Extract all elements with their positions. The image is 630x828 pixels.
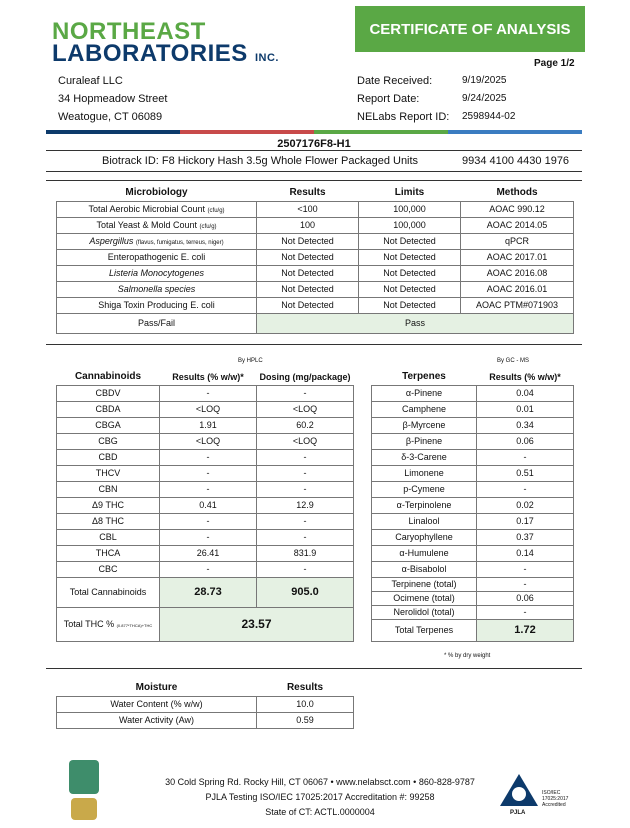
micro-header-results: Results <box>289 187 326 199</box>
micro-header-methods: Methods <box>496 187 538 199</box>
terpene-result: 0.02 <box>477 497 574 513</box>
cannabinoid-result: 1.91 <box>160 417 257 433</box>
terp-header-name: Terpenes <box>402 371 446 383</box>
cannabinoid-name: CBDA <box>57 401 160 417</box>
cannabinoid-name: CBDV <box>57 385 160 401</box>
micro-limit: Not Detected <box>359 265 461 281</box>
micro-header-name: Microbiology <box>125 187 188 199</box>
table-row <box>57 465 354 481</box>
cannabinoid-result: - <box>160 449 257 465</box>
cannabinoid-name: CBN <box>57 481 160 497</box>
table-row <box>372 401 574 417</box>
footer-accreditation: PJLA Testing ISO/IEC 17025:2017 Accreditation #: 99258 <box>205 792 435 802</box>
table-row <box>372 417 574 433</box>
cannabinoid-name: CBL <box>57 529 160 545</box>
total-terpenes-value: 1.72 <box>477 619 574 641</box>
table-row <box>57 417 354 433</box>
terpene-result: 0.17 <box>477 513 574 529</box>
cannabinoid-name: Δ8 THC <box>57 513 160 529</box>
cannabinoid-result: - <box>160 465 257 481</box>
total-cannabinoids-label: Total Cannabinoids <box>57 577 160 607</box>
total-terpenes-row <box>372 619 574 641</box>
micro-method: AOAC 2016.08 <box>461 265 574 281</box>
micro-test-name: Aspergillus (flavus, fumigatus, terreus, niger) <box>57 233 257 249</box>
badge-icon <box>71 798 97 820</box>
cannabinoid-result: - <box>160 513 257 529</box>
cannabinoid-result: 26.41 <box>160 545 257 561</box>
cannabinoid-result: - <box>160 385 257 401</box>
sample-id: 2507176F8-H1 <box>277 138 351 150</box>
terpene-result: 0.14 <box>477 545 574 561</box>
report-values: 9/19/2025 9/24/2025 2598944-02 <box>462 75 516 122</box>
lab-footer <box>145 775 495 820</box>
terpene-name: Nerolidol (total) <box>372 605 477 619</box>
table-row <box>57 201 574 217</box>
micro-test-name: Total Aerobic Microbial Count (cfu/g) <box>57 201 257 217</box>
table-row <box>372 577 574 591</box>
cannabinoid-result: 0.41 <box>160 497 257 513</box>
terpene-result: 0.06 <box>477 433 574 449</box>
canna-header-dosing: Dosing (mg/package) <box>259 371 351 382</box>
hplc-note: By HPLC <box>238 358 263 364</box>
moisture-header-results: Results <box>286 682 324 694</box>
cannabinoid-dosing: - <box>257 513 354 529</box>
terpene-result: - <box>477 481 574 497</box>
accreditation-badges <box>62 760 106 820</box>
cannabinoid-result: <LOQ <box>160 401 257 417</box>
cannabinoid-name: THCV <box>57 465 160 481</box>
table-row <box>57 481 354 497</box>
micro-test-name: Shiga Toxin Producing E. coli <box>57 297 257 313</box>
terpene-name: Camphene <box>372 401 477 417</box>
table-row <box>372 465 574 481</box>
cannabinoid-name: Δ9 THC <box>57 497 160 513</box>
table-row <box>57 401 354 417</box>
total-cannabinoids-row <box>57 577 354 607</box>
microbiology-table <box>56 185 574 334</box>
micro-limit: Not Detected <box>359 281 461 297</box>
badge-icon <box>69 760 99 794</box>
biotrack-number: 9934 4100 4430 1976 <box>462 155 570 167</box>
client-address <box>58 72 167 126</box>
canna-header-name: Cannabinoids <box>74 371 142 383</box>
micro-result: Not Detected <box>257 265 359 281</box>
biotrack-id: Biotrack ID: F8 Hickory Hash 3.5g Whole Flower Packaged Units <box>102 155 419 167</box>
terpene-name: α-Bisabolol <box>372 561 477 577</box>
cannabinoid-dosing: 831.9 <box>257 545 354 561</box>
micro-test-name: Salmonella species <box>57 281 257 297</box>
micro-test-name: Enteropathogenic E. coli <box>57 249 257 265</box>
total-thc-label: Total THC % (0.877*THCA)+THC <box>57 607 160 641</box>
table-row <box>57 545 354 561</box>
terpene-result: - <box>477 577 574 591</box>
dry-weight-note: * % by dry weight <box>444 653 491 659</box>
table-row <box>57 497 354 513</box>
table-row <box>372 591 574 605</box>
micro-result: Not Detected <box>257 233 359 249</box>
certificate-title: CERTIFICATE OF ANALYSIS <box>355 6 585 52</box>
micro-test-name: Listeria Monocytogenes <box>57 265 257 281</box>
micro-test-name: Total Yeast & Mold Count (cfu/g) <box>57 217 257 233</box>
pjla-logo <box>498 772 588 820</box>
iso-label: ISO/IEC 17025:2017 Accredited <box>542 790 569 808</box>
cannabinoid-dosing: - <box>257 561 354 577</box>
passfail-row <box>57 313 574 333</box>
table-row <box>57 233 574 249</box>
table-row <box>372 545 574 561</box>
terpene-result: 0.01 <box>477 401 574 417</box>
terpene-name: Caryophyllene <box>372 529 477 545</box>
table-row <box>372 529 574 545</box>
terpene-result: - <box>477 561 574 577</box>
micro-method: qPCR <box>461 233 574 249</box>
terpene-result: 0.04 <box>477 385 574 401</box>
cannabinoid-name: CBG <box>57 433 160 449</box>
micro-limit: Not Detected <box>359 249 461 265</box>
moisture-header-name: Moisture <box>135 682 178 694</box>
client-name: Curaleaf LLC <box>58 75 123 87</box>
pjla-label: PJLA <box>510 810 526 816</box>
table-row <box>372 385 574 401</box>
canna-header-results: Results (% w/w)* <box>172 371 244 382</box>
table-row <box>57 561 354 577</box>
micro-limit: 100,000 <box>359 217 461 233</box>
client-street: 34 Hopmeadow Street <box>58 93 168 105</box>
micro-method: AOAC 2016.01 <box>461 281 574 297</box>
cannabinoid-dosing: - <box>257 481 354 497</box>
total-terpenes-label: Total Terpenes <box>372 619 477 641</box>
total-thc-row <box>57 607 354 641</box>
cannabinoid-dosing: - <box>257 529 354 545</box>
terpene-name: Terpinene (total) <box>372 577 477 591</box>
page-number: Page 1/2 <box>534 58 575 69</box>
cannabinoid-dosing: - <box>257 449 354 465</box>
table-row <box>57 217 574 233</box>
cannabinoid-dosing: <LOQ <box>257 401 354 417</box>
gcms-note: By GC - MS <box>497 358 530 364</box>
table-row <box>57 297 574 313</box>
biotrack-line <box>46 150 582 172</box>
table-row <box>372 497 574 513</box>
terpene-name: β-Pinene <box>372 433 477 449</box>
table-row <box>372 561 574 577</box>
terpene-result: 0.51 <box>477 465 574 481</box>
total-cannabinoids-dosing: 905.0 <box>257 577 354 607</box>
terpene-result: - <box>477 449 574 465</box>
terpene-name: Linalool <box>372 513 477 529</box>
logo-laboratories: LABORATORIES INC. <box>52 40 279 67</box>
report-labels: Date Received: Report Date: NELabs Report ID: <box>357 75 450 123</box>
table-row <box>57 281 574 297</box>
micro-header-limits: Limits <box>394 187 425 199</box>
terpene-name: α-Humulene <box>372 545 477 561</box>
cannabinoid-result: - <box>160 561 257 577</box>
terpene-result: - <box>477 605 574 619</box>
table-row <box>57 529 354 545</box>
total-thc-value: 23.57 <box>160 607 354 641</box>
terpene-name: α-Terpinolene <box>372 497 477 513</box>
cannabinoid-result: <LOQ <box>160 433 257 449</box>
moisture-table <box>56 680 354 729</box>
micro-result: <100 <box>257 201 359 217</box>
terpene-name: α-Pinene <box>372 385 477 401</box>
table-row <box>57 385 354 401</box>
micro-method: AOAC 990.12 <box>461 201 574 217</box>
table-row <box>57 433 354 449</box>
micro-limit: 100,000 <box>359 201 461 217</box>
cannabinoid-dosing: - <box>257 385 354 401</box>
table-row <box>57 513 354 529</box>
micro-result: Not Detected <box>257 297 359 313</box>
table-row <box>57 449 354 465</box>
table-row: Water Content (% w/w) 10.0 <box>57 696 354 712</box>
micro-result: Not Detected <box>257 281 359 297</box>
micro-limit: Not Detected <box>359 297 461 313</box>
table-row <box>372 481 574 497</box>
cannabinoid-result: - <box>160 481 257 497</box>
micro-method: AOAC PTM#071903 <box>461 297 574 313</box>
cannabinoid-dosing: 12.9 <box>257 497 354 513</box>
color-bar <box>46 130 582 134</box>
passfail-label: Pass/Fail <box>57 313 257 333</box>
table-row <box>57 265 574 281</box>
logo-northeast: NORTHEAST <box>52 18 206 45</box>
client-city: Weatogue, CT 06089 <box>58 111 163 123</box>
footer-state: State of CT: ACTL.0000004 <box>265 807 375 817</box>
cannabinoid-dosing: 60.2 <box>257 417 354 433</box>
cannabinoid-name: CBD <box>57 449 160 465</box>
cannabinoid-name: CBGA <box>57 417 160 433</box>
cannabinoid-dosing: - <box>257 465 354 481</box>
terpene-name: p-Cymene <box>372 481 477 497</box>
table-row: Water Activity (Aw) 0.59 <box>57 712 354 728</box>
cannabinoid-name: CBC <box>57 561 160 577</box>
table-row <box>372 605 574 619</box>
cannabinoid-dosing: <LOQ <box>257 433 354 449</box>
terpene-name: δ-3-Carene <box>372 449 477 465</box>
terpene-name: Limonene <box>372 465 477 481</box>
cannabinoids-table <box>56 369 354 642</box>
pjla-triangle-icon <box>498 772 540 808</box>
terpene-result: 0.34 <box>477 417 574 433</box>
table-row <box>372 433 574 449</box>
cannabinoid-result: - <box>160 529 257 545</box>
footer-address: 30 Cold Spring Rd. Rocky Hill, CT 06067 • www.nelabsct.com • 860-828-9787 <box>165 777 475 787</box>
terpene-result: 0.06 <box>477 591 574 605</box>
cannabinoid-name: THCA <box>57 545 160 561</box>
terpene-name: Ocimene (total) <box>372 591 477 605</box>
table-row <box>372 449 574 465</box>
terpene-result: 0.37 <box>477 529 574 545</box>
total-cannabinoids-result: 28.73 <box>160 577 257 607</box>
micro-limit: Not Detected <box>359 233 461 249</box>
micro-method: AOAC 2014.05 <box>461 217 574 233</box>
passfail-value: Pass <box>257 313 574 333</box>
table-row <box>57 249 574 265</box>
micro-result: 100 <box>257 217 359 233</box>
terpenes-table <box>371 369 574 642</box>
micro-method: AOAC 2017.01 <box>461 249 574 265</box>
terp-header-results: Results (% w/w)* <box>489 371 561 382</box>
terpene-name: β-Myrcene <box>372 417 477 433</box>
micro-result: Not Detected <box>257 249 359 265</box>
table-row <box>372 513 574 529</box>
